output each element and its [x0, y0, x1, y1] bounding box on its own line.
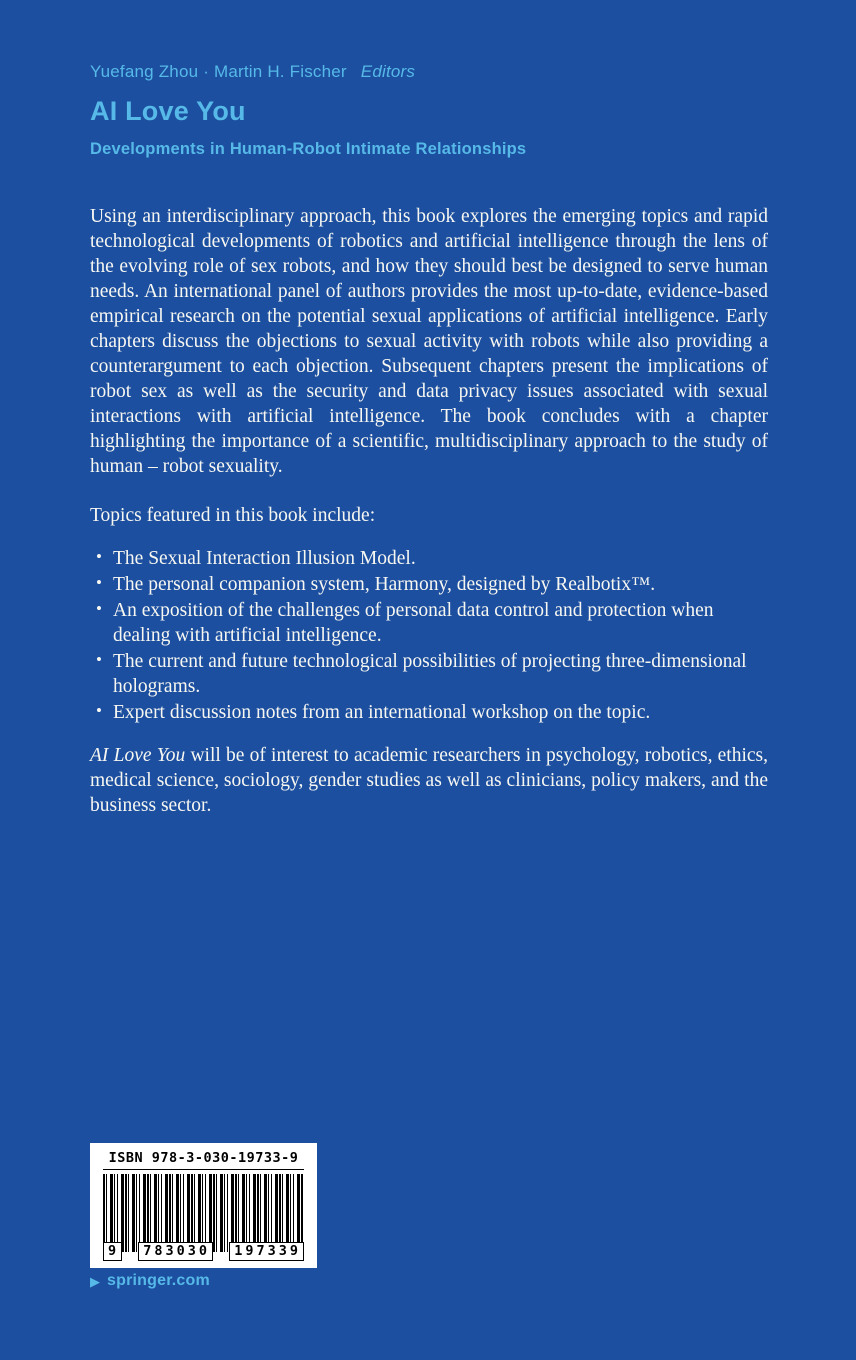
topic-item [113, 701, 768, 726]
book-subtitle: Developments in Human-Robot Intimate Relationships [90, 140, 527, 158]
topic-item [113, 599, 768, 649]
editors-label: Editors [360, 62, 416, 81]
publisher-logo [90, 1272, 210, 1290]
topic-item [113, 547, 768, 572]
publisher-url: springer.com [107, 1272, 210, 1289]
audience-paragraph [90, 744, 768, 819]
topics-list [90, 547, 768, 726]
barcode-bars [103, 1174, 304, 1252]
isbn-barcode-panel [90, 1143, 317, 1268]
ean-digit-group: 783030 [138, 1242, 213, 1261]
topic-text: The current and future technological possibilities of projecting three-dimensional holograms. [113, 650, 747, 697]
book-title: AI Love You [90, 96, 246, 126]
ean-digits-row [103, 1242, 304, 1261]
play-triangle-icon: ▶ [90, 1273, 100, 1289]
isbn-label: ISBN 978-3-030-19733-9 [103, 1150, 304, 1170]
topic-item [113, 573, 768, 598]
ean-digit-group: 9 [103, 1242, 122, 1261]
topic-text: The personal companion system, Harmony, designed by Realbotix™. [113, 573, 656, 595]
ean-digit-group: 197339 [229, 1242, 304, 1261]
editors-line [90, 62, 768, 82]
topic-item [113, 650, 768, 700]
audience-text: will be of interest to academic researchers in psychology, robotics, ethics, medical science, sociology, gender studies as well as clinicians, policy makers, and the business sector. [90, 744, 768, 816]
description-paragraph: Using an interdisciplinary approach, this book explores the emerging topics and rapid technological developments of robotics and artificial intelligence through the lens of the evolving role of sex robots, and how they should best be designed to serve human needs. An international panel of authors provides the most up-to-date, evidence-based empirical research on the potential sexual applications of artificial intelligence. Early chapters discuss the objections to sexual activity with robots while also providing a counterargument to each objection. Subsequent chapters present the implications of robot sex as well as the security and data privacy issues associated with sexual interactions with artificial intelligence. The book concludes with a chapter highlighting the importance of a scientific, multidisciplinary approach to the study of human – robot sexuality. [90, 206, 768, 477]
topics-intro: Topics featured in this book include: [90, 505, 376, 527]
topic-text: Expert discussion notes from an international workshop on the topic. [113, 701, 651, 723]
topic-text: An exposition of the challenges of personal data control and protection when dealing with artificial intelligence. [113, 599, 714, 646]
editors-names: Yuefang Zhou · Martin H. Fischer [90, 62, 347, 81]
topic-text: The Sexual Interaction Illusion Model. [113, 547, 416, 569]
audience-book-title: AI Love You [90, 744, 186, 766]
